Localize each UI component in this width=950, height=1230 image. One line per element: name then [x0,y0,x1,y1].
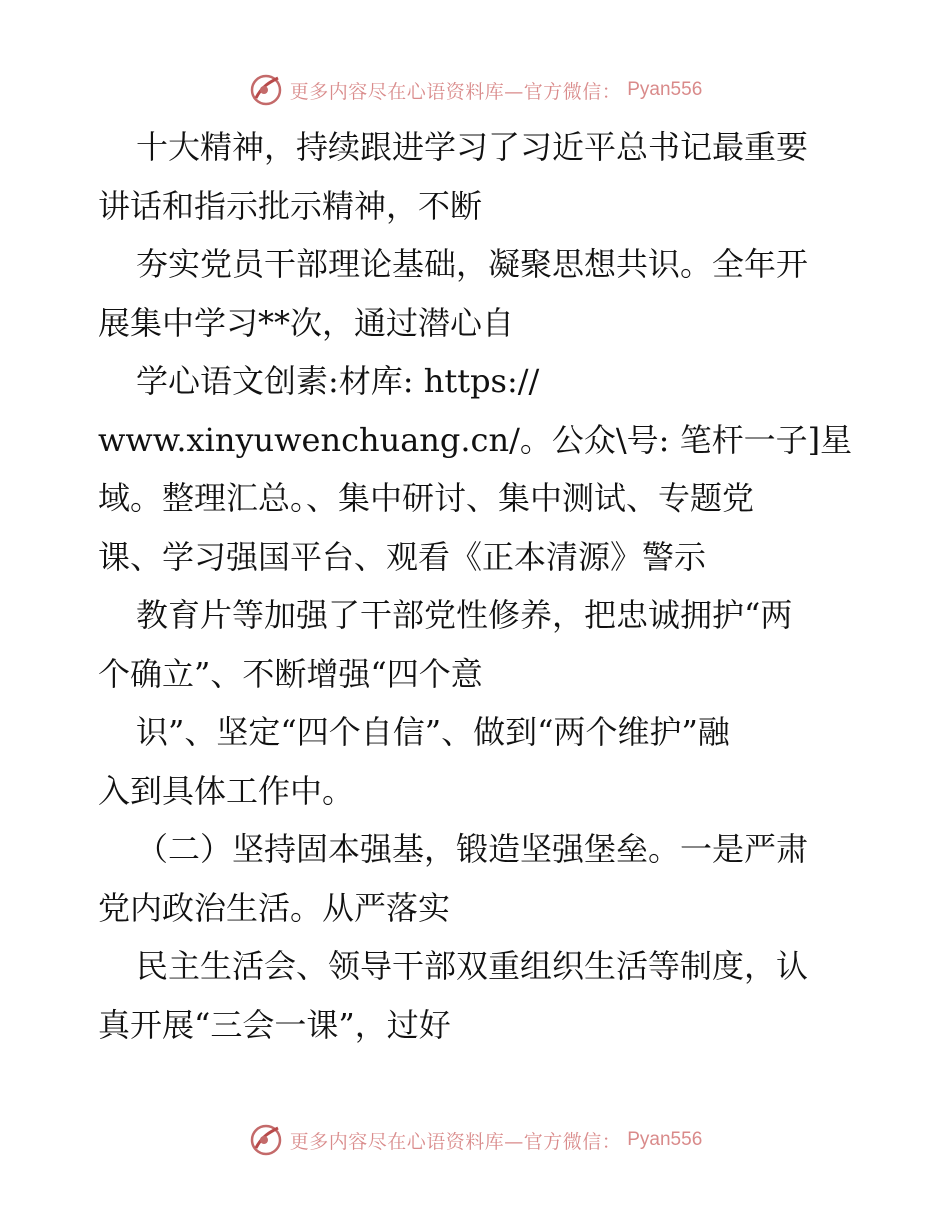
text-line: 识”、坚定“四个自信”、做到“两个维护”融 [136,713,730,751]
text-line: 个确立”、不断增强“四个意 [98,654,483,693]
text-line: 民主生活会、领导干部双重组织生活等制度，认 [136,947,809,985]
text-line: www.xinyuwenchuang.cn/。公众\号: 笔杆一子]星 [98,420,853,459]
text-line: 夯实党员干部理论基础，凝聚思想共识。全年开 [136,245,809,283]
watermark-wechat-id: Pyan556 [627,1129,703,1150]
logo-icon [248,72,284,108]
text-line: 域。整理汇总。、集中研讨、集中测试、专题党 [98,479,755,517]
watermark-text: 更多内容尽在心语资料库—官方微信： [289,80,622,103]
document-body [98,118,858,1054]
text-line: 展集中学习**次，通过潜心自 [98,303,515,342]
text-line: （二）坚持固本强基，锻造坚强堡垒。一是严肃 [136,830,809,868]
logo-icon [248,1122,284,1158]
text-line: 十大精神，持续跟进学习了习近平总书记最重要 [136,128,809,166]
text-line: 真开展“三会一课”，过好 [98,1005,451,1044]
watermark-text: 更多内容尽在心语资料库—官方微信： [289,1130,622,1153]
watermark-wechat-id: Pyan556 [627,79,703,100]
header-watermark [0,70,950,110]
text-line: 课、学习强国平台、观看《正本清源》警示 [98,537,707,576]
text-line: 教育片等加强了干部党性修养，把忠诚拥护“两 [136,596,793,634]
text-line: 党内政治生活。从严落实 [98,888,451,927]
text-line: 讲话和指示批示精神，不断 [98,186,483,225]
footer-watermark [0,1120,950,1160]
text-line: 入到具体工作中。 [98,771,355,810]
text-line: 学心语文创素:材库: https:// [136,362,540,400]
